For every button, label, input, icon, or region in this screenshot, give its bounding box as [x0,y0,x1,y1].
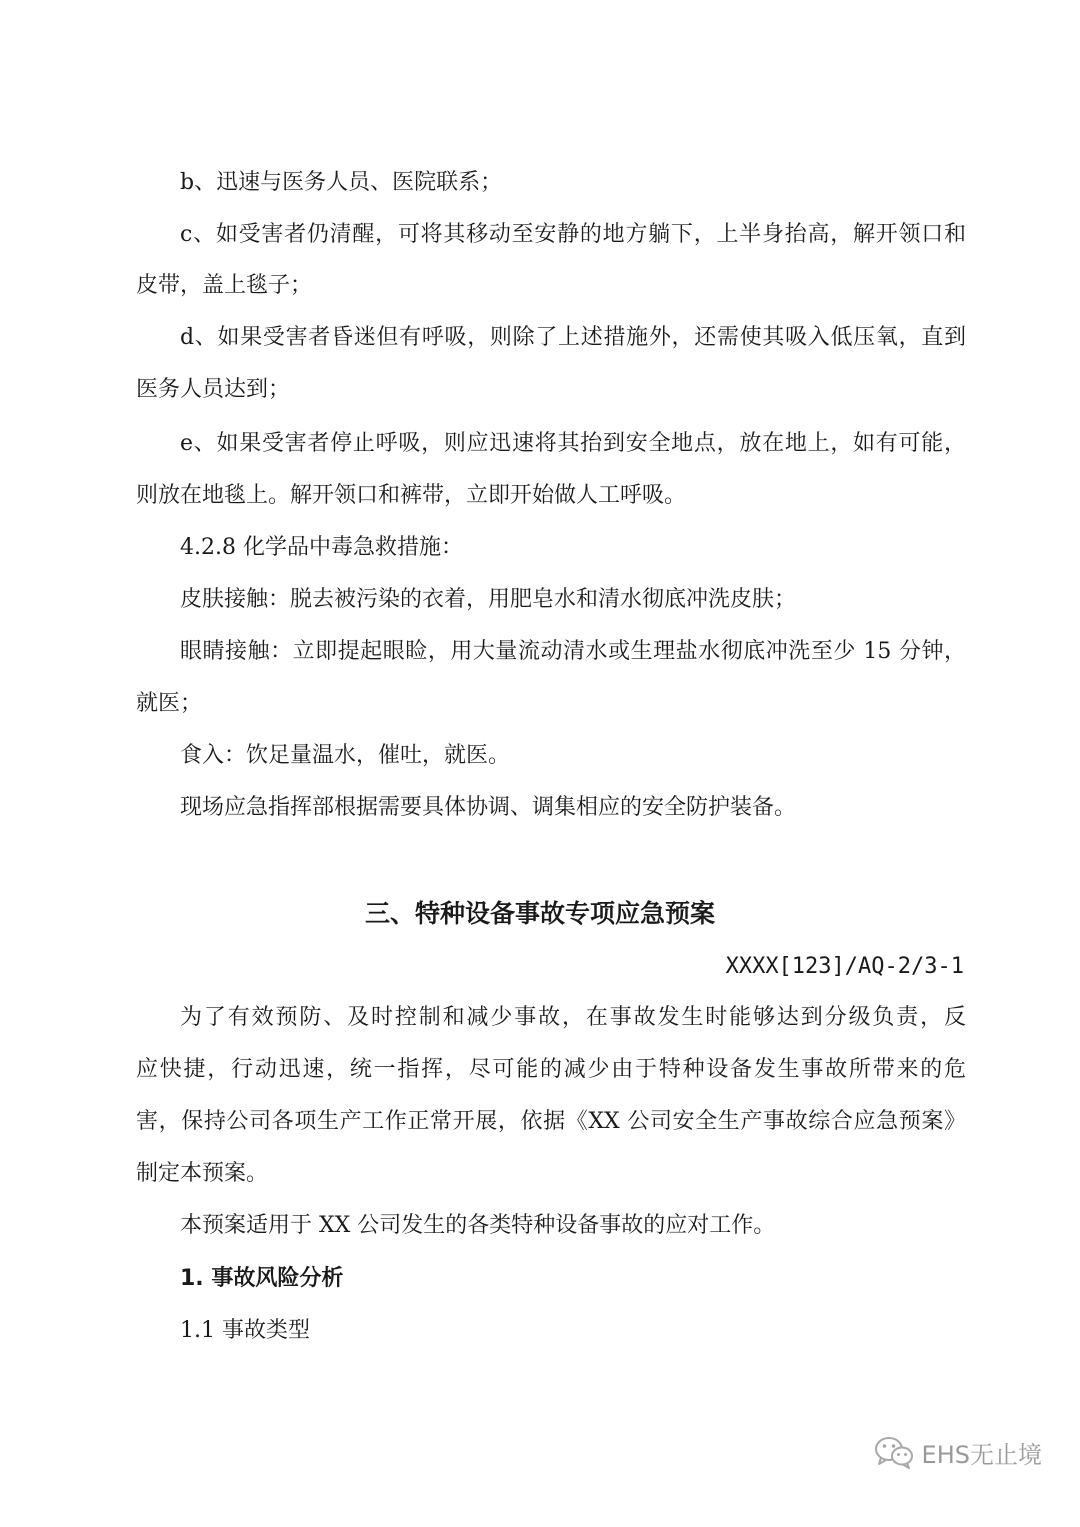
subsection-risk-analysis: 1. 事故风险分析 [180,1266,344,1291]
item-e-line2: 则放在地毯上。解开领口和裤带，立即开始做人工呼吸。 [136,483,687,508]
subsection-accident-type: 1.1 事故类型 [180,1318,310,1343]
watermark [874,1432,1042,1472]
item-e-line1: e、如果受害者停止呼吸，则应迅速将其抬到安全地点，放在地上，如有可能， [180,431,966,456]
section-p2: 本预案适用于 XX 公司发生的各类特种设备事故的应对工作。 [180,1213,776,1238]
item-c-line1: c、如受害者仍清醒，可将其移动至安静的地方躺下，上半身抬高，解开领口和 [180,222,966,247]
item-c-line2: 皮带，盖上毯子； [136,273,313,298]
section-heading: 三、特种设备事故专项应急预案 [364,899,715,928]
item-d-line2: 医务人员达到； [136,377,291,402]
chem-eye-line1: 眼睛接触：立即提起眼睑，用大量流动清水或生理盐水彻底冲洗至少 15 分钟， [180,639,966,664]
chem-eye-line2: 就医； [136,691,203,716]
wechat-icon [874,1435,914,1469]
section-p1-line4: 制定本预案。 [136,1161,269,1186]
section-p1-line3: 害，保持公司各项生产工作正常开展，依据《XX 公司安全生产事故综合应急预案》 [136,1109,966,1134]
item-d-line1: d、如果受害者昏迷但有呼吸，则除了上述措施外，还需使其吸入低压氧，直到 [180,325,966,350]
item-b: b、迅速与医务人员、医院联系； [180,170,503,195]
section-p1-line2: 应快捷，行动迅速，统一指挥，尽可能的减少由于特种设备发生事故所带来的危 [136,1057,966,1082]
watermark-text: EHS无止境 [921,1440,1042,1469]
chem-ingest: 食入：饮足量温水，催吐，就医。 [180,743,511,768]
chem-command: 现场应急指挥部根据需要具体协调、调集相应的安全防护装备。 [180,795,797,820]
document-code: XXXX[123]/AQ-2/3-1 [725,954,964,979]
section-p1-line1: 为了有效预防、及时控制和减少事故，在事故发生时能够达到分级负责，反 [180,1005,966,1030]
chem-skin: 皮肤接触：脱去被污染的衣着，用肥皂水和清水彻底冲洗皮肤； [180,587,797,612]
chem-title: 4.2.8 化学品中毒急救措施： [180,535,463,560]
